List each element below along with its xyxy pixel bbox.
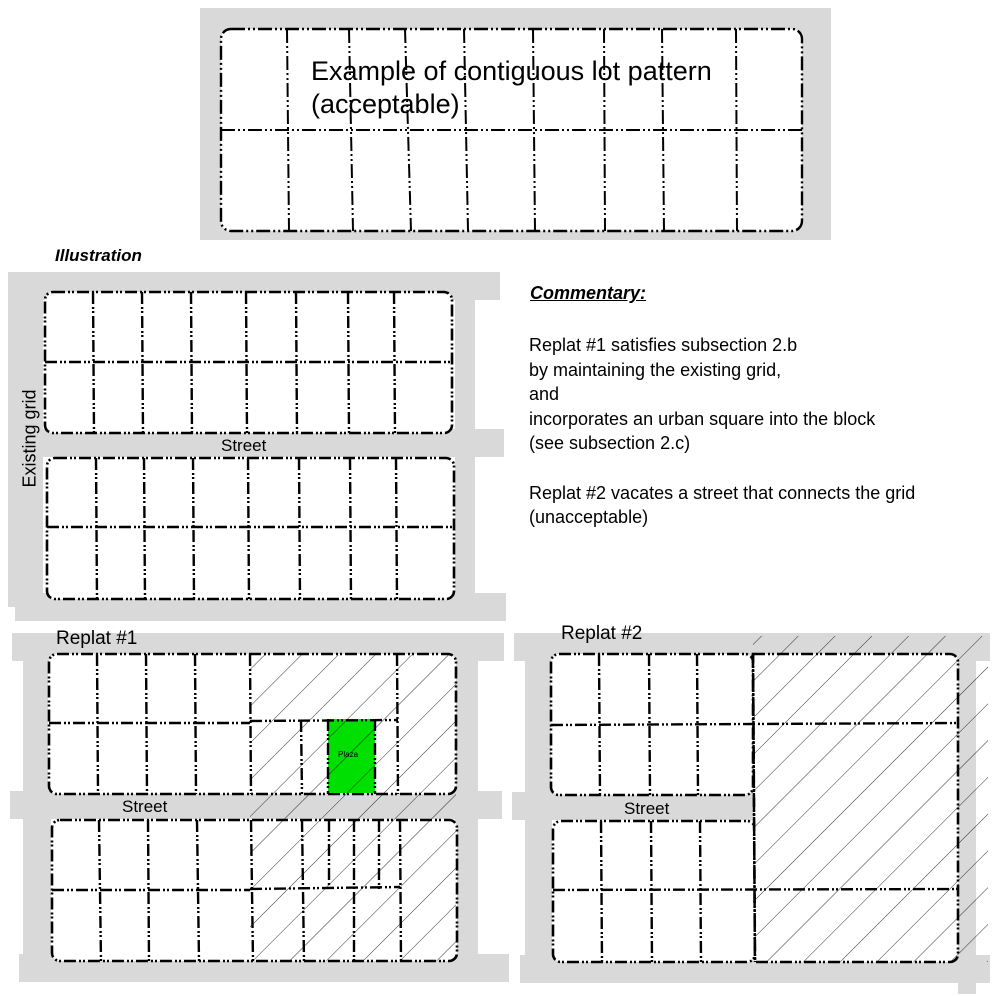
replat-hatch-area: [753, 636, 988, 962]
replat2-label: Replat #2: [561, 623, 643, 644]
commentary-line: (unacceptable): [529, 507, 649, 528]
block-southwest: [553, 821, 755, 962]
illustration-street-label: Street: [221, 436, 267, 455]
top-example-title: [311, 55, 712, 121]
replat1-label: Replat #1: [56, 628, 138, 649]
replat-hatch-area: [250, 655, 456, 961]
commentary-line: Replat #1 satisfies subsection 2.b: [529, 335, 798, 355]
top-example-panel: [200, 8, 831, 240]
replat1-street-label: Street: [122, 797, 168, 816]
top-example-title-line2: (acceptable): [311, 89, 460, 119]
plaza-label: Plaza: [338, 750, 359, 759]
replat1-panel: [10, 633, 509, 982]
commentary-line: (see subsection 2.c): [529, 433, 691, 454]
commentary-line: by maintaining the existing grid,: [529, 359, 782, 380]
commentary-heading: Commentary:: [530, 283, 647, 303]
top-example-title-line1: Example of contiguous lot pattern: [311, 56, 712, 86]
commentary-line: and: [529, 384, 560, 405]
replat2-street-label: Street: [624, 799, 670, 818]
existing-grid-label: Existing grid: [19, 389, 40, 488]
commentary-body: [529, 333, 915, 530]
replat2-panel: [512, 633, 990, 994]
illustration-heading: Illustration: [55, 246, 142, 265]
grid-block-south: [47, 458, 454, 599]
commentary-line: [529, 456, 915, 481]
commentary-line: incorporates an urban square into the block: [529, 408, 876, 429]
commentary-line: Replat #2 vacates a street that connects the grid: [529, 482, 916, 503]
grid-block-north: [45, 292, 452, 433]
